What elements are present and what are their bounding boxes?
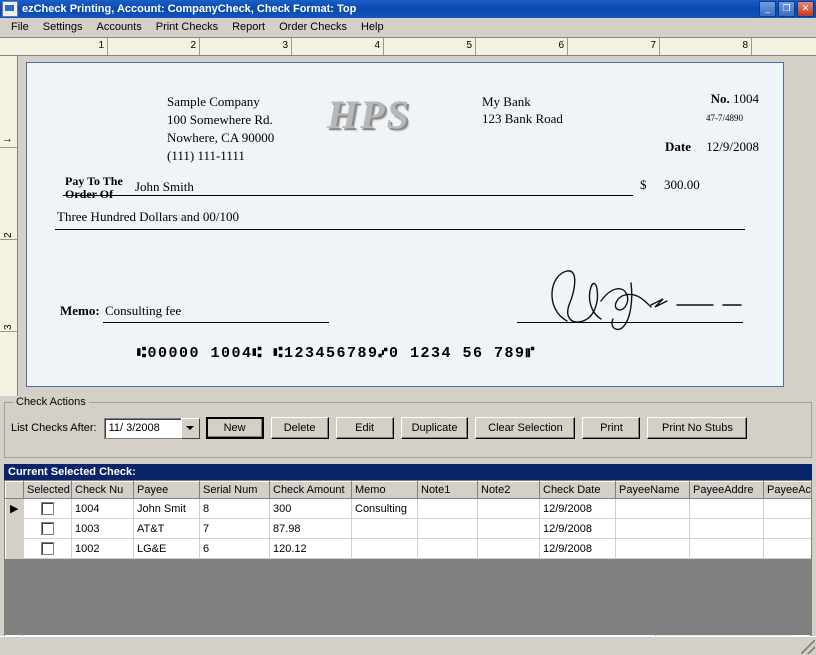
menu-bar <box>0 18 816 37</box>
menu-file[interactable]: File <box>11 21 29 33</box>
company-address-line2: Nowhere, CA 90000 <box>167 130 275 145</box>
check-actions-group <box>4 396 812 458</box>
checkbox-icon[interactable] <box>41 522 54 535</box>
row-payee-address <box>690 519 764 539</box>
row-payee-account <box>764 499 813 519</box>
check-number-value: 1004 <box>733 91 759 106</box>
menu-settings[interactable]: Settings <box>42 21 83 33</box>
row-serial-num: 6 <box>200 539 270 559</box>
list-checks-after-date-value: 11/ 3/2008 <box>108 422 160 434</box>
col-serial-num[interactable]: Serial Num <box>200 482 270 499</box>
checkbox-icon[interactable] <box>41 542 54 555</box>
row-check-number: 1004 <box>72 499 134 519</box>
memo-underline <box>103 322 329 323</box>
checks-table <box>5 481 812 559</box>
row-payee: LG&E <box>134 539 200 559</box>
pay-to-line2: Order Of <box>65 187 114 201</box>
row-payee-name <box>616 499 690 519</box>
clear-selection-button[interactable]: Clear Selection <box>475 417 575 439</box>
menu-report[interactable]: Report <box>232 21 266 33</box>
row-note2 <box>478 499 540 519</box>
col-check-amount[interactable]: Check Amount <box>270 482 352 499</box>
maximize-button[interactable]: ❐ <box>778 1 795 17</box>
row-payee-account <box>764 539 813 559</box>
pay-to-line1: Pay To The <box>65 174 123 188</box>
new-button[interactable]: New <box>206 417 264 439</box>
edit-button[interactable]: Edit <box>336 417 394 439</box>
bank-block <box>482 93 563 127</box>
row-check-number: 1002 <box>72 539 134 559</box>
vruler-label-2: 2 <box>3 232 14 238</box>
col-note2[interactable]: Note2 <box>478 482 540 499</box>
row-payee-account <box>764 519 813 539</box>
list-checks-after-date-picker[interactable] <box>104 418 199 439</box>
row-note2 <box>478 519 540 539</box>
col-note1[interactable]: Note1 <box>418 482 478 499</box>
vertical-ruler <box>0 56 18 396</box>
col-selected[interactable]: Selected <box>24 482 72 499</box>
row-check-date: 12/9/2008 <box>540 539 616 559</box>
company-block <box>167 93 274 165</box>
row-memo: Consulting <box>352 499 418 519</box>
check-number-block <box>711 91 759 107</box>
vruler-label-3: 3 <box>3 324 14 330</box>
col-payee[interactable]: Payee <box>134 482 200 499</box>
date-value: 12/9/2008 <box>706 139 759 154</box>
duplicate-button[interactable]: Duplicate <box>401 417 469 439</box>
current-selected-check-title: Current Selected Check: <box>4 464 812 480</box>
row-marker <box>6 539 24 559</box>
vruler-seg-1 <box>0 148 17 240</box>
check-actions-legend: Check Actions <box>13 396 89 408</box>
col-payee-account[interactable]: PayeeAc <box>764 482 813 499</box>
date-label: Date <box>665 139 692 154</box>
col-payee-address[interactable]: PayeeAddre <box>690 482 764 499</box>
horizontal-ruler <box>0 37 816 56</box>
date-block <box>665 139 759 155</box>
ruler-tick-3: 3 <box>200 38 292 55</box>
check-design-area <box>0 56 816 396</box>
row-note1 <box>418 499 478 519</box>
row-check-date: 12/9/2008 <box>540 519 616 539</box>
window-title: ezCheck Printing, Account: CompanyCheck, Check Format: Top <box>22 3 357 15</box>
col-check-number[interactable]: Check Nu <box>72 482 134 499</box>
row-check-date: 12/9/2008 <box>540 499 616 519</box>
ruler-tick-5: 5 <box>384 38 476 55</box>
micr-line: ⑆00000 1004⑆ ⑆123456789⑇0 1234 56 789⑈ <box>137 345 537 362</box>
col-check-date[interactable]: Check Date <box>540 482 616 499</box>
menu-print-checks[interactable]: Print Checks <box>155 21 219 33</box>
close-button[interactable]: ✕ <box>797 1 814 17</box>
row-selected-checkbox[interactable] <box>24 519 72 539</box>
row-marker: ▶ <box>6 499 24 519</box>
row-memo <box>352 519 418 539</box>
ruler-tick-2: 2 <box>108 38 200 55</box>
row-memo <box>352 539 418 559</box>
window-controls <box>759 1 814 17</box>
ruler-tick-8: 8 <box>660 38 752 55</box>
checkbox-icon[interactable] <box>41 502 54 515</box>
payee-value: John Smith <box>135 179 194 194</box>
row-payee-name <box>616 519 690 539</box>
chevron-down-icon[interactable] <box>181 418 200 439</box>
application-icon <box>2 1 18 17</box>
print-no-stubs-button[interactable]: Print No Stubs <box>647 417 747 439</box>
row-payee-address <box>690 499 764 519</box>
company-logo: HPS <box>327 92 411 137</box>
signature-image <box>527 261 757 331</box>
ruler-tick-1: 1 <box>16 38 108 55</box>
ruler-tick-4: 4 <box>292 38 384 55</box>
check-number-label: No. <box>710 91 730 106</box>
table-row[interactable] <box>6 499 813 519</box>
check-preview[interactable] <box>26 62 784 387</box>
status-bar <box>0 636 816 655</box>
check-canvas <box>18 56 816 396</box>
row-note1 <box>418 519 478 539</box>
list-checks-after-label: List Checks After: <box>11 422 97 434</box>
row-check-amount: 120.12 <box>270 539 352 559</box>
row-selected-checkbox[interactable] <box>24 499 72 519</box>
row-payee-name <box>616 539 690 559</box>
col-memo[interactable]: Memo <box>352 482 418 499</box>
row-selected-checkbox[interactable] <box>24 539 72 559</box>
dollar-sign: $ <box>640 177 647 192</box>
table-row[interactable] <box>6 539 813 559</box>
checks-grid[interactable] <box>4 480 812 634</box>
table-header-row <box>6 482 813 499</box>
row-check-number: 1003 <box>72 519 134 539</box>
table-row[interactable] <box>6 519 813 539</box>
minimize-button[interactable]: _ <box>759 1 776 17</box>
memo-label: Memo: <box>60 303 100 318</box>
row-check-amount: 300 <box>270 499 352 519</box>
row-note2 <box>478 539 540 559</box>
menu-order-checks[interactable]: Order Checks <box>279 21 347 33</box>
menu-help[interactable]: Help <box>360 21 384 33</box>
ruler-arrow-icon: → <box>2 133 13 145</box>
payee-underline <box>63 195 633 196</box>
col-rowmarker[interactable] <box>6 482 24 499</box>
pay-to-the-order-of-label <box>65 175 123 201</box>
row-payee: John Smit <box>134 499 200 519</box>
row-check-amount: 87.98 <box>270 519 352 539</box>
bank-address: 123 Bank Road <box>482 111 563 126</box>
vruler-seg-2 <box>0 240 17 332</box>
row-payee: AT&T <box>134 519 200 539</box>
amount-numeric: 300.00 <box>664 177 700 192</box>
resize-grip-icon[interactable] <box>801 640 815 654</box>
bank-name: My Bank <box>482 94 531 109</box>
routing-fraction: 47-7/4890 <box>706 113 743 123</box>
ruler-tick-6: 6 <box>476 38 568 55</box>
company-address-line1: 100 Somewhere Rd. <box>167 112 273 127</box>
company-name: Sample Company <box>167 94 260 109</box>
amount-words: Three Hundred Dollars and 00/100 <box>57 209 239 224</box>
title-bar <box>0 0 816 18</box>
row-payee-address <box>690 539 764 559</box>
amount-words-underline <box>55 229 745 230</box>
col-payee-name[interactable]: PayeeName <box>616 482 690 499</box>
row-serial-num: 8 <box>200 499 270 519</box>
menu-accounts[interactable]: Accounts <box>96 21 142 33</box>
row-note1 <box>418 539 478 559</box>
row-marker <box>6 519 24 539</box>
check-actions-row <box>11 417 805 439</box>
row-serial-num: 7 <box>200 519 270 539</box>
print-button[interactable]: Print <box>582 417 640 439</box>
delete-button[interactable]: Delete <box>271 417 329 439</box>
ruler-tick-7: 7 <box>568 38 660 55</box>
memo-value: Consulting fee <box>105 303 182 318</box>
company-phone: (111) 111-1111 <box>167 148 245 163</box>
